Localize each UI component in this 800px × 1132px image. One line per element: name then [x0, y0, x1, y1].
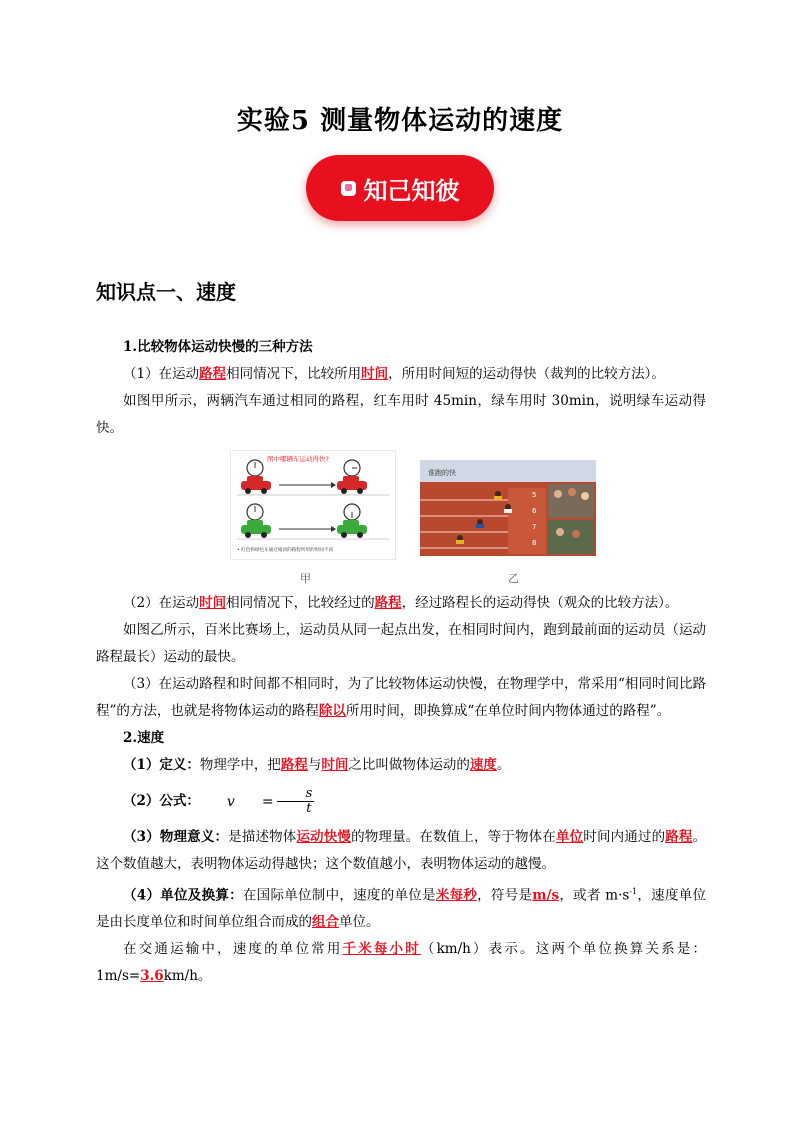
definition: （1）定义：物理学中，把路程与时间之比叫做物体运动的速度。 [123, 757, 511, 773]
units: （4）单位及换算：在国际单位制中，速度的单位是米每秒，符号是m/s，或者 $m\cdot s^{-1}$，速度单位是由长度单位和时间单位组合而成的组合单位。 [96, 886, 707, 930]
section-badge [306, 155, 494, 221]
figure-yi-heading: 谁跑的快 [428, 469, 456, 477]
caption-yi: 乙 [508, 572, 519, 585]
method3: （3）在运动路程和时间都不相同时，为了比较物体运动快慢，在物理学中，常采用“相同时间比路程”的方法，也就是将物体运动的路程除以所用时间，即换算成“在单位时间内物体通过的路程”。 [96, 676, 706, 719]
speed-formula: v = $\frac{s}{t}$ [226, 786, 313, 816]
figure-jia-heading: 图中哪辆车运动得快? [267, 455, 329, 463]
figure [230, 450, 610, 590]
caption-jia: 甲 [300, 572, 311, 585]
method1: （1）在运动路程相同情况下，比较所用时间，所用时间短的运动得快（裁判的比较方法）。 [123, 366, 665, 382]
svg-text:5: 5 [532, 491, 537, 499]
badge-icon [341, 181, 356, 196]
formula-line: （2）公式： v = $\frac{s}{t}$ [96, 779, 706, 824]
red-car-icon [337, 476, 367, 494]
section-heading: 知识点一、速度 [96, 280, 236, 304]
part1-heading: 1.比较物体运动快慢的三种方法 [123, 339, 313, 355]
example2: 如图乙所示，百米比赛场上，运动员从同一起点出发，在相同时间内，跑到最前面的运动员（运动路程最长）运动的最快。 [96, 622, 706, 665]
figure-jia-note: • 红色和绿色车通过相同的路程所用的时间不同 [237, 548, 334, 553]
page-title: 实验5 测量物体运动的速度 [236, 106, 564, 136]
svg-text:7: 7 [532, 523, 537, 531]
part1-block [96, 334, 706, 442]
svg-text:8: 8 [532, 539, 537, 547]
crowd-photo [548, 520, 594, 554]
part2-heading: 2.速度 [123, 730, 165, 746]
green-car-icon [241, 520, 271, 538]
figure-jia-image [230, 450, 396, 560]
example1: 如图甲所示，两辆汽车通过相同的路程，红车用时 45min，绿车用时 30min，说明绿车运动得快。 [96, 393, 706, 436]
figure-yi-image [420, 460, 596, 556]
transport-units: 在交通运输中，速度的单位常用千米每小时（km/h）表示。这两个单位换算关系是：1m/s=3.6km/h。 [96, 941, 707, 984]
svg-text:6: 6 [532, 507, 537, 515]
part1-block-continued [96, 590, 706, 990]
red-car-icon [241, 476, 271, 494]
method2: （2）在运动时间相同情况下，比较经过的路程，经过路程长的运动得快（观众的比较方法）。 [123, 595, 679, 611]
physical-meaning: （3）物理意义：是描述物体运动快慢的物理量。在数值上，等于物体在单位时间内通过的路程。这个数值越大，表明物体运动得越快；这个数值越小，表明物体运动的越慢。 [96, 828, 707, 872]
badge-label: 知己知彼 [363, 176, 460, 205]
green-car-icon [337, 520, 367, 538]
